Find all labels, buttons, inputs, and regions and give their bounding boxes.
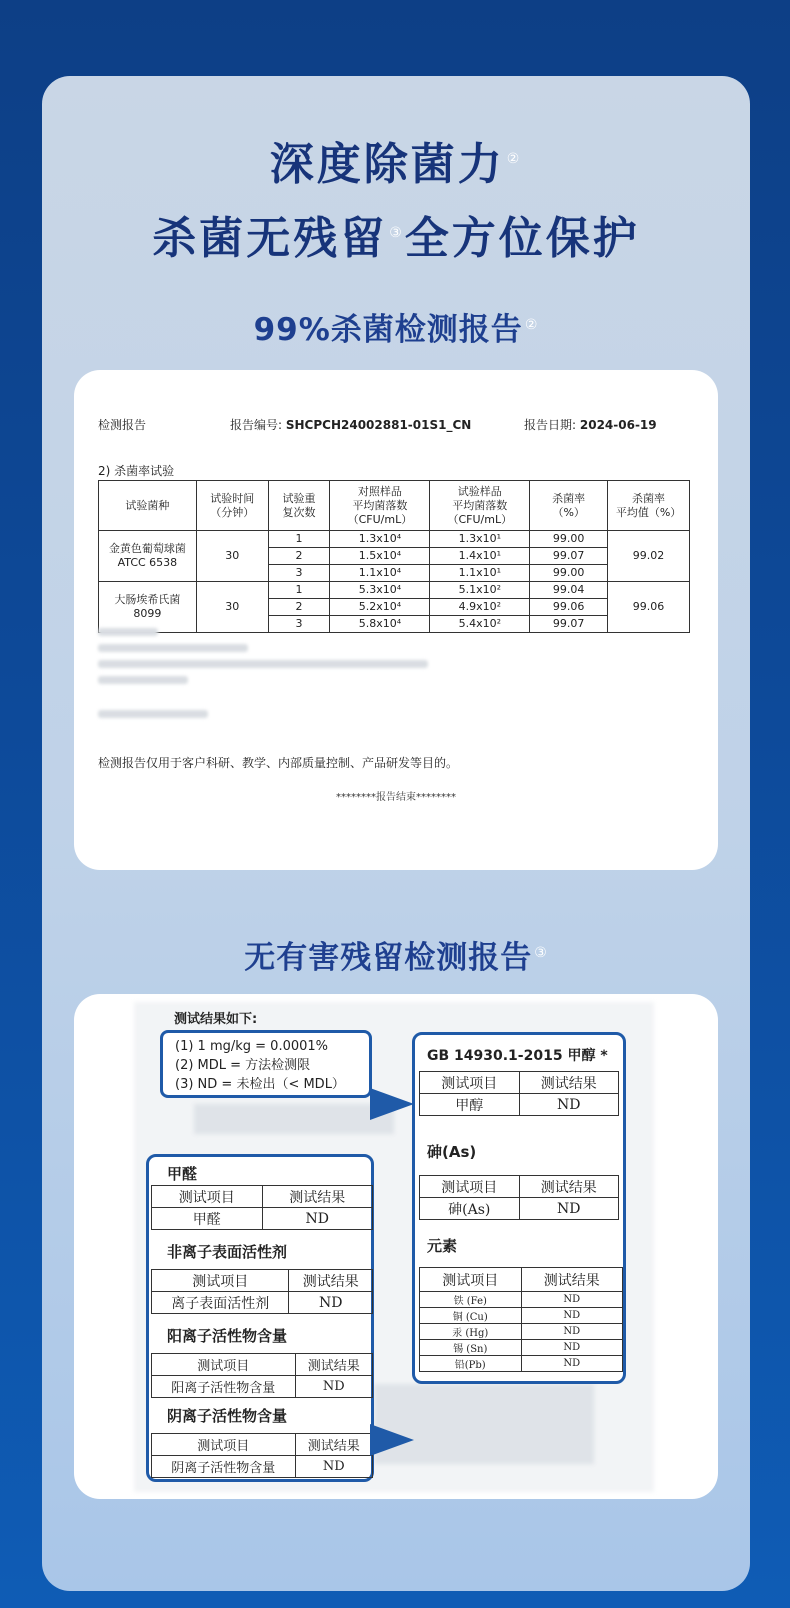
sterilization-table bbox=[98, 480, 690, 633]
table-row bbox=[420, 1292, 623, 1308]
element-item: 铅(Pb) bbox=[420, 1356, 522, 1372]
report-doc-label: 检测报告 bbox=[98, 418, 147, 432]
section-title-residue bbox=[42, 932, 750, 977]
arsenic-item: 砷(As) bbox=[420, 1198, 520, 1220]
footnote-marker: ② bbox=[506, 151, 523, 168]
formaldehyde-table bbox=[151, 1185, 373, 1230]
formaldehyde-title: 甲醛 bbox=[167, 1165, 198, 1183]
table-row bbox=[420, 1308, 623, 1324]
table-header-cell: 试验菌种 bbox=[99, 481, 197, 531]
anionic-title: 阴离子活性物含量 bbox=[167, 1407, 288, 1425]
col-header-item: 测试项目 bbox=[152, 1434, 296, 1456]
cationic-title: 阳离子活性物含量 bbox=[167, 1327, 288, 1345]
footnote-marker: ③ bbox=[389, 225, 405, 242]
abbreviation-legend bbox=[160, 1030, 372, 1098]
repetition-cell: 1 bbox=[268, 531, 330, 548]
results-intro: 测试结果如下: bbox=[174, 1012, 258, 1027]
elements-table bbox=[419, 1267, 623, 1372]
repetition-cell: 3 bbox=[268, 616, 330, 633]
methanol-standard-title: GB 14930.1-2015 甲醇 * bbox=[427, 1048, 608, 1064]
control-count-cell: 5.8x10⁴ bbox=[330, 616, 430, 633]
kill-rate-cell: 99.00 bbox=[530, 565, 608, 582]
col-header-result: 测试结果 bbox=[519, 1072, 619, 1094]
element-item: 铜 (Cu) bbox=[420, 1308, 522, 1324]
report-disclaimer: 检测报告仅用于客户科研、教学、内部质量控制、产品研发等目的。 bbox=[98, 756, 459, 770]
cationic-table bbox=[151, 1353, 373, 1398]
footnote-marker: ② bbox=[524, 316, 539, 333]
arsenic-title: 砷(As) bbox=[427, 1143, 477, 1161]
nonionic-item: 离子表面活性剂 bbox=[152, 1292, 289, 1314]
control-count-cell: 1.3x10⁴ bbox=[330, 531, 430, 548]
control-count-cell: 1.1x10⁴ bbox=[330, 565, 430, 582]
nonionic-result: ND bbox=[289, 1292, 373, 1314]
time-cell: 30 bbox=[196, 582, 268, 633]
test-count-cell: 1.4x10¹ bbox=[430, 548, 530, 565]
cationic-item: 阳离子活性物含量 bbox=[152, 1376, 296, 1398]
element-result: ND bbox=[521, 1308, 623, 1324]
section-title-text: 无有害残留检测报告 bbox=[244, 940, 533, 976]
repetition-cell: 2 bbox=[268, 599, 330, 616]
legend-line: (1) 1 mg/kg = 0.0001% bbox=[175, 1039, 329, 1054]
anionic-item: 阴离子活性物含量 bbox=[152, 1456, 296, 1478]
kill-rate-cell: 99.00 bbox=[530, 531, 608, 548]
col-header-result: 测试结果 bbox=[262, 1186, 373, 1208]
report-date-value: 2024-06-19 bbox=[579, 418, 657, 432]
test-count-cell: 5.1x10² bbox=[430, 582, 530, 599]
report-section-label: 2) 杀菌率试验 bbox=[98, 464, 175, 478]
report-number bbox=[230, 416, 471, 433]
test-count-cell: 1.3x10¹ bbox=[430, 531, 530, 548]
element-item: 锡 (Sn) bbox=[420, 1340, 522, 1356]
kill-rate-cell: 99.04 bbox=[530, 582, 608, 599]
col-header-item: 测试项目 bbox=[420, 1176, 520, 1198]
test-count-cell: 5.4x10² bbox=[430, 616, 530, 633]
methanol-table bbox=[419, 1071, 619, 1116]
control-count-cell: 5.3x10⁴ bbox=[330, 582, 430, 599]
repetition-cell: 3 bbox=[268, 565, 330, 582]
formaldehyde-surfactants-box bbox=[146, 1154, 374, 1482]
col-header-item: 测试项目 bbox=[420, 1268, 522, 1292]
col-header-result: 测试结果 bbox=[519, 1176, 619, 1198]
headline-text-2a: 杀菌无残留 bbox=[152, 213, 388, 264]
legend-line: (2) MDL = 方法检测限 bbox=[175, 1058, 311, 1073]
col-header-item: 测试项目 bbox=[152, 1354, 296, 1376]
methanol-arsenic-elements-box bbox=[412, 1032, 626, 1384]
headline-text-2b: 全方位保护 bbox=[404, 213, 640, 264]
report-number-label: 报告编号: bbox=[230, 418, 283, 432]
footnote-marker: ③ bbox=[534, 944, 548, 961]
table-row bbox=[99, 531, 690, 548]
legend-line: (3) ND = 未检出（< MDL） bbox=[175, 1077, 345, 1092]
arsenic-result: ND bbox=[519, 1198, 619, 1220]
table-row bbox=[420, 1324, 623, 1340]
average-rate-cell: 99.02 bbox=[608, 531, 690, 582]
table-header-cell: 杀菌率 （%） bbox=[530, 481, 608, 531]
blurred-text bbox=[98, 628, 158, 636]
col-header-item: 测试项目 bbox=[152, 1186, 263, 1208]
anionic-result: ND bbox=[295, 1456, 372, 1478]
report-number-value: SHCPCH24002881-01S1_CN bbox=[285, 418, 472, 432]
table-row bbox=[420, 1356, 623, 1372]
col-header-item: 测试项目 bbox=[420, 1072, 520, 1094]
col-header-result: 测试结果 bbox=[521, 1268, 623, 1292]
table-header-cell: 对照样品 平均菌落数 （CFU/mL） bbox=[330, 481, 430, 531]
section-title-sterilization bbox=[42, 304, 750, 349]
element-result: ND bbox=[521, 1292, 623, 1308]
nonionic-table bbox=[151, 1269, 373, 1314]
kill-rate-cell: 99.06 bbox=[530, 599, 608, 616]
element-result: ND bbox=[521, 1356, 623, 1372]
methanol-item: 甲醇 bbox=[420, 1094, 520, 1116]
col-header-result: 测试结果 bbox=[295, 1354, 372, 1376]
table-header-cell: 试验时间 （分钟） bbox=[196, 481, 268, 531]
table-header-cell: 试验样品 平均菌落数 （CFU/mL） bbox=[430, 481, 530, 531]
elements-title: 元素 bbox=[427, 1237, 458, 1255]
sterilization-report-card bbox=[74, 370, 718, 870]
methanol-result: ND bbox=[519, 1094, 619, 1116]
strain-cell: 大肠埃希氏菌 8099 bbox=[99, 582, 197, 633]
blurred-text bbox=[98, 710, 208, 718]
blurred-background-document bbox=[194, 1104, 394, 1134]
test-count-cell: 1.1x10¹ bbox=[430, 565, 530, 582]
table-row bbox=[420, 1340, 623, 1356]
formaldehyde-result: ND bbox=[262, 1208, 373, 1230]
headline-line-1 bbox=[42, 128, 750, 192]
element-result: ND bbox=[521, 1340, 623, 1356]
col-header-item: 测试项目 bbox=[152, 1270, 289, 1292]
nonionic-title: 非离子表面活性剂 bbox=[167, 1243, 288, 1261]
repetition-cell: 1 bbox=[268, 582, 330, 599]
section-title-text: 99%杀菌检测报告 bbox=[253, 312, 523, 348]
report-end-marker: ********报告结束******** bbox=[336, 792, 456, 803]
col-header-result: 测试结果 bbox=[289, 1270, 373, 1292]
time-cell: 30 bbox=[196, 531, 268, 582]
headline-text-1: 深度除菌力 bbox=[269, 139, 505, 190]
kill-rate-cell: 99.07 bbox=[530, 548, 608, 565]
report-date-label: 报告日期: bbox=[524, 418, 577, 432]
report-date bbox=[524, 416, 657, 433]
control-count-cell: 1.5x10⁴ bbox=[330, 548, 430, 565]
cationic-result: ND bbox=[295, 1376, 372, 1398]
table-header-cell: 试验重 复次数 bbox=[268, 481, 330, 531]
test-count-cell: 4.9x10² bbox=[430, 599, 530, 616]
blurred-text bbox=[98, 676, 188, 684]
element-item: 汞 (Hg) bbox=[420, 1324, 522, 1340]
control-count-cell: 5.2x10⁴ bbox=[330, 599, 430, 616]
element-item: 铁 (Fe) bbox=[420, 1292, 522, 1308]
repetition-cell: 2 bbox=[268, 548, 330, 565]
formaldehyde-item: 甲醛 bbox=[152, 1208, 263, 1230]
anionic-table bbox=[151, 1433, 373, 1478]
element-result: ND bbox=[521, 1324, 623, 1340]
blurred-text bbox=[98, 644, 248, 652]
average-rate-cell: 99.06 bbox=[608, 582, 690, 633]
blurred-text bbox=[98, 660, 428, 668]
content-panel bbox=[42, 76, 750, 1591]
strain-cell: 金黄色葡萄球菌 ATCC 6538 bbox=[99, 531, 197, 582]
col-header-result: 测试结果 bbox=[295, 1434, 372, 1456]
arsenic-table bbox=[419, 1175, 619, 1220]
residue-report-card bbox=[74, 994, 718, 1499]
callout-pointer bbox=[370, 1088, 414, 1120]
table-row bbox=[99, 582, 690, 599]
kill-rate-cell: 99.07 bbox=[530, 616, 608, 633]
headline-line-2 bbox=[42, 202, 750, 266]
callout-pointer bbox=[370, 1424, 414, 1456]
table-header-cell: 杀菌率 平均值（%） bbox=[608, 481, 690, 531]
